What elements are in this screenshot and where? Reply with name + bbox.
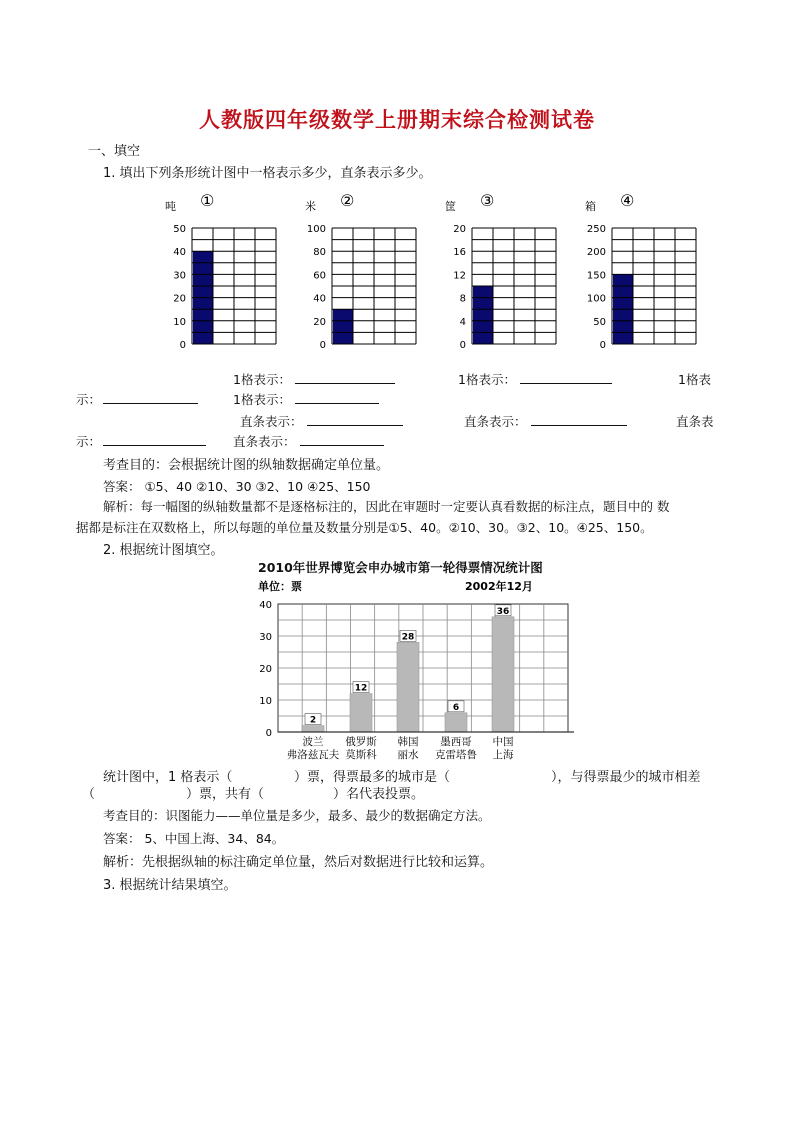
question-1-prompt: 1. 填出下列条形统计图中一格表示多少，直条表示多少。: [103, 166, 432, 181]
question-3-prompt: 3. 根据统计结果填空。: [103, 878, 237, 893]
q1-row1-label2: 1格表示：: [458, 370, 612, 388]
y-tick-label: 10: [259, 696, 272, 707]
question-2-prompt: 2. 根据统计图填空。: [103, 543, 224, 558]
chart-number-marker: ②: [340, 191, 355, 210]
big-chart-title: 2010年世界博览会申办城市第一轮得票情况统计图: [258, 560, 543, 575]
x-tick-label: 韩国: [397, 736, 419, 748]
y-tick-label: 0: [265, 728, 272, 739]
q2-line1-part3: ），与得票最少的城市相差: [551, 770, 701, 785]
data-label: 2: [309, 715, 317, 726]
answer-blank[interactable]: [300, 433, 384, 446]
answer-blank[interactable]: [295, 391, 379, 404]
q1-row3-label2: 直条表示：: [464, 412, 627, 430]
y-tick-label: 60: [313, 270, 326, 282]
mini-chart-4: [585, 191, 696, 351]
y-tick-label: 16: [453, 247, 466, 259]
x-tick-label: 上海: [492, 749, 514, 761]
mini-chart-3: [445, 191, 556, 351]
y-tick-label: 12: [453, 270, 466, 282]
y-tick-label: 0: [459, 340, 466, 351]
y-tick-label: 80: [313, 247, 326, 259]
q1-analysis-line2: 据都是标注在双数格上，所以每题的单位量及数量分别是①5、40。②10、30。③2、10。④25、150。: [76, 520, 653, 535]
date-label: 2002年12月: [465, 580, 533, 593]
x-tick-label: 弗洛兹瓦夫: [286, 749, 340, 761]
q1-row1-label1: 1格表示：: [233, 370, 395, 388]
y-tick-label: 250: [586, 224, 606, 235]
x-tick-label: 克雷塔鲁: [435, 749, 477, 761]
x-tick-label: 中国: [492, 736, 514, 748]
page-title: 人教版四年级数学上册期末综合检测试卷: [199, 108, 595, 132]
y-tick-label: 4: [459, 316, 466, 328]
answer-blank[interactable]: [103, 391, 198, 404]
y-tick-label: 100: [306, 224, 326, 235]
axis-unit-label: 吨: [165, 200, 176, 213]
bar: [302, 726, 324, 732]
answer-blank[interactable]: [307, 413, 403, 426]
y-tick-label: 20: [173, 293, 186, 305]
y-tick-label: 50: [593, 316, 606, 328]
axis-unit-label: 筐: [445, 200, 456, 213]
y-tick-label: 40: [313, 293, 326, 305]
chart-number-marker: ③: [480, 191, 495, 210]
q2-line2-part1: （: [82, 787, 96, 802]
q1-row2-label: 1格表示：: [233, 390, 379, 408]
mini-chart-1: [165, 191, 276, 351]
y-tick-label: 8: [459, 293, 466, 305]
y-tick-label: 20: [259, 664, 272, 675]
q2-line1-part2: ）票，得票最多的城市是（: [294, 770, 451, 785]
y-tick-label: 30: [259, 632, 272, 643]
answer-blank[interactable]: [295, 371, 395, 384]
chart-number-marker: ①: [200, 191, 215, 210]
bar: [350, 694, 372, 732]
y-tick-label: 50: [173, 224, 186, 235]
x-tick-label: 墨西哥: [440, 736, 472, 748]
x-tick-label: 丽水: [397, 749, 419, 761]
y-tick-label: 20: [313, 316, 326, 328]
answer-blank[interactable]: [103, 433, 206, 446]
q1-row3-label1: 直条表示：: [240, 412, 403, 430]
chart-number-marker: ④: [620, 191, 635, 210]
y-tick-label: 100: [586, 293, 606, 305]
bar: [397, 642, 419, 732]
y-tick-label: 150: [586, 270, 606, 282]
data-label: 36: [496, 606, 510, 617]
data-label: 12: [354, 683, 368, 694]
axis-unit-label: 米: [305, 200, 316, 213]
q1-row4-head: 示：: [76, 432, 206, 450]
y-tick-label: 0: [599, 340, 606, 351]
q1-analysis-line1: 解析：每一幅图的纵轴数量都不是逐格标注的，因此在审题时一定要认真看数据的标注点，题目中的 数: [103, 499, 670, 514]
data-label: 6: [452, 702, 460, 713]
q1-charts: [140, 188, 700, 356]
x-tick-label: 莫斯科: [345, 749, 377, 761]
bar: [333, 309, 353, 344]
y-tick-label: 30: [173, 270, 186, 282]
unit-label: 单位：票: [258, 580, 302, 593]
y-tick-label: 20: [453, 224, 466, 235]
section-heading: 一、填空: [88, 144, 141, 159]
bar: [492, 617, 514, 732]
q1-purpose: 考查目的：会根据统计图的纵轴数据确定单位量。: [103, 458, 390, 473]
axis-unit-label: 箱: [585, 200, 596, 213]
q2-line1-part1: 统计图中，1 格表示（: [103, 770, 233, 785]
data-label: 28: [401, 632, 415, 643]
x-tick-label: 波兰: [302, 736, 324, 748]
q2-line2-part3: ）名代表投票。: [333, 787, 425, 802]
answer-blank[interactable]: [531, 413, 627, 426]
big-chart: [250, 576, 580, 762]
q2-purpose: 考查目的：识图能力——单位量是多少，最多、最少的数据确定方法。: [103, 808, 491, 823]
y-tick-label: 40: [259, 600, 272, 611]
bar: [473, 286, 493, 344]
q1-row1-tail: 1格表: [678, 372, 711, 387]
q2-answer: 答案： 5、中国上海、34、84。: [103, 831, 285, 846]
answer-blank[interactable]: [520, 371, 612, 384]
q2-line2-part2: ）票，共有（: [186, 787, 265, 802]
y-tick-label: 0: [319, 340, 326, 351]
y-tick-label: 40: [173, 247, 186, 259]
mini-chart-2: [305, 191, 416, 351]
y-tick-label: 10: [173, 316, 186, 328]
q1-row4-label: 直条表示：: [233, 432, 384, 450]
y-tick-label: 0: [179, 340, 186, 351]
q1-row2-head: 示：: [76, 390, 198, 408]
y-tick-label: 200: [586, 247, 606, 259]
q1-row3-tail: 直条表: [676, 414, 714, 429]
q2-analysis: 解析：先根据纵轴的标注确定单位量，然后对数据进行比较和运算。: [103, 855, 494, 870]
bar: [445, 713, 467, 732]
x-tick-label: 俄罗斯: [345, 736, 377, 748]
q1-answer: 答案： ①5、40 ②10、30 ③2、10 ④25、150: [103, 479, 371, 494]
